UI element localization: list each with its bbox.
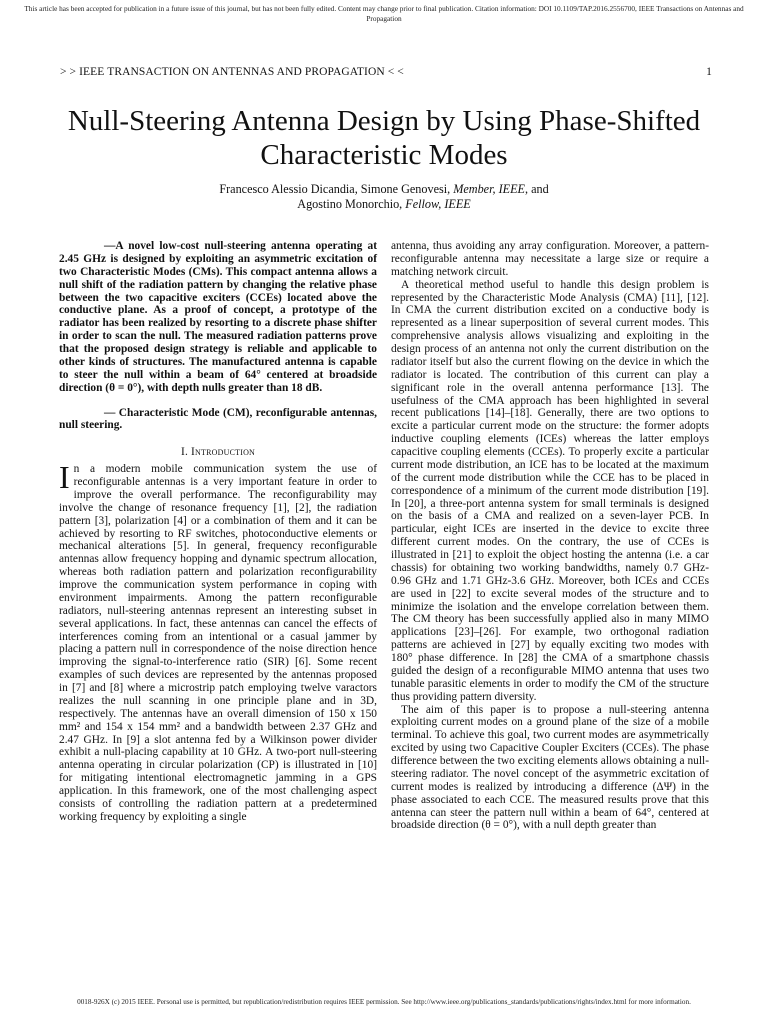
intro-paragraph-3: The aim of this paper is to propose a null-steering antenna exploiting current modes on a ground plane of the size of a mobile terminal. To achieve this goal, two current modes are asymmetrically excited by using two Capacitive Coupler Exciters (CCEs). The phase difference between the two exciting elements allows obtaining a null-steering radiator. The novel concept of the asymmetric excitation of current modes is realized by introducing a difference (ΔΨ) in the phase associated to each CCE. The measured results prove that this antenna can steer the pattern null within a beam of 64°, centered at broadside direction (θ = 0°), with a null depth greater than: [391, 703, 709, 832]
right-column: [391, 240, 709, 832]
drop-cap: I: [59, 459, 70, 496]
author-line-1: [60, 182, 708, 197]
author-names-2: Agostino Monorchio,: [297, 197, 406, 211]
section-heading-introduction: I. Introduction: [180, 446, 256, 459]
author-role-1: Member, IEEE: [453, 182, 525, 196]
copyright-footer: 0018-926X (c) 2015 IEEE. Personal use is permitted, but republication/redistribution requires IEEE permission. See http://www.ieee.org/publications_standards/publications/rights/index.html for more information.: [77, 998, 691, 1006]
paper-title: Null-Steering Antenna Design by Using Phase-Shifted Characteristic Modes: [67, 105, 701, 171]
intro-paragraph-1-text: n a modern mobile communication system the use of reconfigurable antennas is a very important feature in order to improve the overall performance. The reconfigurability may involve the change of resonance frequency [1], [2], the radiation pattern [3], polarization [4] or a combination of them and it can be achieved by resorting to RF switches, photoconductive elements or mechanical alterations [5]. In general, frequency reconfigurable antennas allow frequency hopping and dynamic spectrum allocation, whereas both radiation pattern and polarization reconfigurability improve the communication system performance in coping with environment impairments. Among the pattern reconfigurable radiators, null-steering antennas represent an interesting subset in several applications. In fact, these antennas can cancel the effects of interferences coming from an intentional or a casual jammer by placing a pattern null in correspondence of the noise direction hence improving the signal-to-interference ratio (SIR) [6]. Some recent examples of such devices are represented by the antennas proposed in [7] and [8] where a microstrip patch employing twelve varactors realizes the null scanning in one principle plane and in 3D, respectively. The antennas have an overall dimension of 150 x 150 mm² and 154 x 154 mm² and a bandwidth between 2.37 GHz and 2.47 GHz. In [9] a slot antenna fed by a Wilkinson power divider exhibit a null-placing capability at 10 GHz. A two-port null-steering antenna operating in circular polarization (CP) is illustrated in [10] for mitigating intentional electromagnetic jamming in a GPS application. In this framework, one of the most challenging aspect consists of controlling the radiation pattern at a predetermined working frequency by exploiting a single: [59, 463, 377, 823]
author-conjunction: , and: [524, 182, 549, 196]
index-terms-text: — Characteristic Mode (CM), reconfigurable antennas, null steering.: [59, 406, 377, 432]
intro-paragraph-1: [59, 459, 377, 824]
index-terms: [59, 407, 377, 433]
abstract: [59, 240, 377, 395]
intro-paragraph-2: A theoretical method useful to handle this design problem is represented by the Characteristic Mode Analysis (CMA) [11], [12]. In CMA the current distribution excited on a conductive body is represented as a linear superposition of several current modes. This comprehensive analysis allows visualizing and exploiting in the design process of an antenna not only the current distribution on the radiator itself but also the current flowing on the device in which the radiator is located. The contribution of this current can play a significant role in the overall antenna performance [13]. The usefulness of the CMA approach has been highlighted in several recent publications [14]–[18]. Generally, there are two options to excite a particular current mode on the structure: the former adopts inductive coupling elements (ICEs) whereas the latter employs capacitive coupling elements (CCEs). To properly excite a particular current mode distribution, an ICE has to be located at the maximum of the current mode distribution while the CCE has to be placed in correspondence of a minimum of the current mode distribution [19]. In [20], a three-port antenna system for small terminals is designed on the basis of a CMA and realized on a seven-layer PCB. In particular, eight ICEs are inserted in the device to excite three different current modes. On the contrary, the use of CCEs is illustrated in [21] to exploit the object hosting the antenna (i.e. a car chassis) for obtaining two working bandwidths, namely 0.7 GHz-0.96 GHz and 1.71 GHz-3.6 GHz. Moreover, both ICEs and CCEs are used in [22] to excite several modes of the structure and to minimize the isolation and the envelope correlation between them. The CM theory has been successfully applied also in many MIMO applications [23]–[26]. For example, two orthogonal radiation patterns are achieved in [27] by equally exciting two modes with 180° phase difference. In [28] the CMA of a smartphone chassis guided the design of a reconfigurable MIMO antenna that uses two tunable parasitic elements in order to modify the CM of the structure thus providing pattern diversity.: [391, 278, 709, 703]
author-role-2: Fellow, IEEE: [405, 197, 471, 211]
author-list: [60, 182, 708, 212]
page-number: 1: [706, 66, 712, 78]
publication-notice: This article has been accepted for publication in a future issue of this journal, but has not been fully edited. Content may change prior to final publication. Citation information: DOI 10.1109/TAP.2016.2556700, IEEE Transactions on Antennas and Propagation: [24, 4, 744, 23]
left-column: [59, 240, 377, 824]
author-line-2: [60, 197, 708, 212]
journal-name: > > IEEE TRANSACTION ON ANTENNAS AND PROPAGATION < <: [60, 66, 404, 78]
author-names-1: Francesco Alessio Dicandia, Simone Genovesi,: [219, 182, 454, 196]
abstract-text: —A novel low-cost null-steering antenna operating at 2.45 GHz is designed by exploiting an asymmetric excitation of two Characteristic Modes (CMs). This compact antenna allows a null shift of the radiation pattern by changing the relative phase between the two capacitive exciters (CCEs) located above the conductive plane. As a proof of concept, a prototype of the radiator has been realized by resorting to a discrete phase shifter in order to scan the null. The measured radiation patterns prove that the proposed design strategy is reliable and applicable to other kinds of structures. The manufactured antenna is capable to steer the null within a beam of 64° centered at broadside direction (θ = 0°), with depth nulls greater than 18 dB.: [59, 240, 377, 394]
intro-continuation: antenna, thus avoiding any array configuration. Moreover, a pattern-reconfigurable antenna may necessitate a large size or require a matching network circuit.: [391, 240, 709, 278]
running-head: [60, 66, 712, 78]
